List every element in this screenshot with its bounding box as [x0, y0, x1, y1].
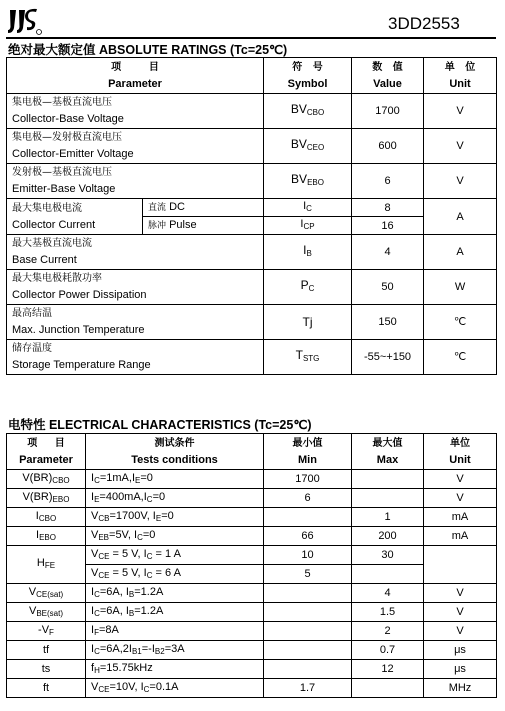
abs-row [7, 235, 497, 270]
abs-param: 集电极—发射极直流电压 Collector-Emitter Voltage [7, 129, 264, 164]
absolute-ratings-table [6, 57, 497, 375]
abs-header-symbol: 符 号 Symbol [264, 58, 352, 94]
elec-unit: V [424, 603, 497, 622]
abs-condition: 直流 DC [143, 199, 264, 217]
abs-value: 4 [352, 235, 424, 270]
elec-unit: V [424, 622, 497, 641]
abs-header-param: 项 目 Parameter [7, 58, 264, 94]
abs-param: 最大集电极耗散功率 Collector Power Dissipation [7, 270, 264, 305]
elec-condition: $V_{CB}=1700V$, $I_E=0$ [86, 508, 264, 527]
elec-unit [424, 546, 497, 584]
elec-param: $V_{CE(sat)}$ [7, 584, 86, 603]
elec-row [7, 546, 497, 565]
elec-param: $-V_F$ [7, 622, 86, 641]
elec-param: $V(BR)_{CBO}$ [7, 470, 86, 489]
elec-unit: MHz [424, 679, 497, 698]
elec-min: 5 [264, 565, 352, 584]
elec-min: 1700 [264, 470, 352, 489]
abs-row [7, 199, 497, 217]
company-logo [6, 6, 42, 36]
abs-value: 150 [352, 305, 424, 340]
abs-unit: V [424, 94, 497, 129]
abs-symbol: $BV_{EBO}$ [264, 164, 352, 199]
elec-max: 1.5 [352, 603, 424, 622]
abs-row [7, 340, 497, 375]
abs-header-value: 数 值 Value [352, 58, 424, 94]
elec-condition: $I_F=8A$ [86, 622, 264, 641]
abs-param: 发射极—基极直流电压 Emitter-Base Voltage [7, 164, 264, 199]
elec-min [264, 508, 352, 527]
abs-unit: W [424, 270, 497, 305]
elec-min: 6 [264, 489, 352, 508]
elec-min [264, 584, 352, 603]
elec-row [7, 489, 497, 508]
elec-header-min: 最小值 Min [264, 434, 352, 470]
abs-unit: A [424, 199, 497, 235]
elec-unit: μs [424, 641, 497, 660]
elec-param: $I_{CBO}$ [7, 508, 86, 527]
abs-row [7, 94, 497, 129]
elec-min: 1.7 [264, 679, 352, 698]
elec-max: 0.7 [352, 641, 424, 660]
elec-unit: mA [424, 508, 497, 527]
elec-min: 10 [264, 546, 352, 565]
elec-param: $H_{FE}$ [7, 546, 86, 584]
elec-row [7, 622, 497, 641]
elec-condition: $V_{CE} = 5$ V, $I_C = 1$ A [86, 546, 264, 565]
elec-condition: $I_C=6A$, $I_B=1.2A$ [86, 584, 264, 603]
abs-symbol: $I_C$ [264, 199, 352, 217]
elec-max: 1 [352, 508, 424, 527]
elec-param: tf [7, 641, 86, 660]
elec-min [264, 622, 352, 641]
abs-header-row [7, 58, 497, 94]
elec-row [7, 470, 497, 489]
elec-condition: $V_{EB}=5V$, $I_C=0$ [86, 527, 264, 546]
elec-row [7, 641, 497, 660]
abs-row [7, 305, 497, 340]
abs-param: 储存温度 Storage Temperature Range [7, 340, 264, 375]
elec-condition: $f_H=15.75kHz$ [86, 660, 264, 679]
abs-symbol: $P_C$ [264, 270, 352, 305]
abs-value: 8 [352, 199, 424, 217]
elec-row [7, 508, 497, 527]
elec-max [352, 565, 424, 584]
abs-unit: ℃ [424, 340, 497, 375]
elec-row [7, 603, 497, 622]
elec-row [7, 679, 497, 698]
abs-symbol: $I_{CP}$ [264, 217, 352, 235]
abs-symbol: $T_{STG}$ [264, 340, 352, 375]
abs-symbol: $BV_{CBO}$ [264, 94, 352, 129]
elec-header-cond: 测试条件 Tests conditions [86, 434, 264, 470]
abs-condition: 脉冲 Pulse [143, 217, 264, 235]
elec-unit: μs [424, 660, 497, 679]
elec-max: 12 [352, 660, 424, 679]
elec-row [7, 584, 497, 603]
abs-symbol: $BV_{CEO}$ [264, 129, 352, 164]
elec-max [352, 489, 424, 508]
elec-row [7, 660, 497, 679]
abs-unit: V [424, 164, 497, 199]
abs-unit: ℃ [424, 305, 497, 340]
elec-condition: $I_C=6A$, $I_B=1.2A$ [86, 603, 264, 622]
abs-value: -55~+150 [352, 340, 424, 375]
abs-value: 600 [352, 129, 424, 164]
elec-min [264, 603, 352, 622]
elec-min: 66 [264, 527, 352, 546]
elec-header-max: 最大值 Max [352, 434, 424, 470]
header-rule [6, 37, 496, 39]
elec-max: 30 [352, 546, 424, 565]
abs-unit: A [424, 235, 497, 270]
elec-header-row [7, 434, 497, 470]
elec-max: 4 [352, 584, 424, 603]
elec-condition: $V_{CE}=10V$, $I_C=0.1A$ [86, 679, 264, 698]
elec-max: 200 [352, 527, 424, 546]
elec-unit: V [424, 489, 497, 508]
elec-header-unit: 单位 Unit [424, 434, 497, 470]
electrical-characteristics-table [6, 433, 497, 698]
elec-condition: $I_C=6A,2I_{B1}=-I_{B2}=3A$ [86, 641, 264, 660]
elec-condition: $I_C=1mA,I_E=0$ [86, 470, 264, 489]
abs-symbol: $I_B$ [264, 235, 352, 270]
elec-max: 2 [352, 622, 424, 641]
elec-unit: V [424, 584, 497, 603]
abs-param: 最大基极直流电流 Base Current [7, 235, 264, 270]
abs-row [7, 270, 497, 305]
elec-header-param: 项 目 Parameter [7, 434, 86, 470]
elec-condition: $I_E=400mA,I_C=0$ [86, 489, 264, 508]
abs-param: 集电极—基极直流电压 Collector-Base Voltage [7, 94, 264, 129]
elec-param: $V_{BE(sat)}$ [7, 603, 86, 622]
abs-unit: V [424, 129, 497, 164]
elec-param: ft [7, 679, 86, 698]
elec-max [352, 679, 424, 698]
elec-param: ts [7, 660, 86, 679]
abs-symbol: Tj [264, 305, 352, 340]
electrical-characteristics-title: 电特性 ELECTRICAL CHARACTERISTICS (Tc=25℃) [8, 418, 312, 432]
elec-row [7, 527, 497, 546]
abs-param: 最高结温 Max. Junction Temperature [7, 305, 264, 340]
elec-param: $I_{EBO}$ [7, 527, 86, 546]
abs-value: 50 [352, 270, 424, 305]
abs-value: 16 [352, 217, 424, 235]
part-number: 3DD2553 [388, 14, 460, 33]
elec-max [352, 470, 424, 489]
elec-unit: V [424, 470, 497, 489]
elec-min [264, 641, 352, 660]
absolute-ratings-title: 绝对最大额定值 ABSOLUTE RATINGS (Tc=25℃) [8, 43, 288, 57]
abs-row [7, 164, 497, 199]
abs-row [7, 129, 497, 164]
abs-header-unit: 单 位 Unit [424, 58, 497, 94]
abs-value: 1700 [352, 94, 424, 129]
elec-condition: $V_{CE} = 5$ V, $I_C = 6$ A [86, 565, 264, 584]
elec-param: $V(BR)_{EBO}$ [7, 489, 86, 508]
elec-min [264, 660, 352, 679]
elec-unit: mA [424, 527, 497, 546]
abs-param: 最大集电极电流 Collector Current [7, 199, 143, 235]
abs-value: 6 [352, 164, 424, 199]
